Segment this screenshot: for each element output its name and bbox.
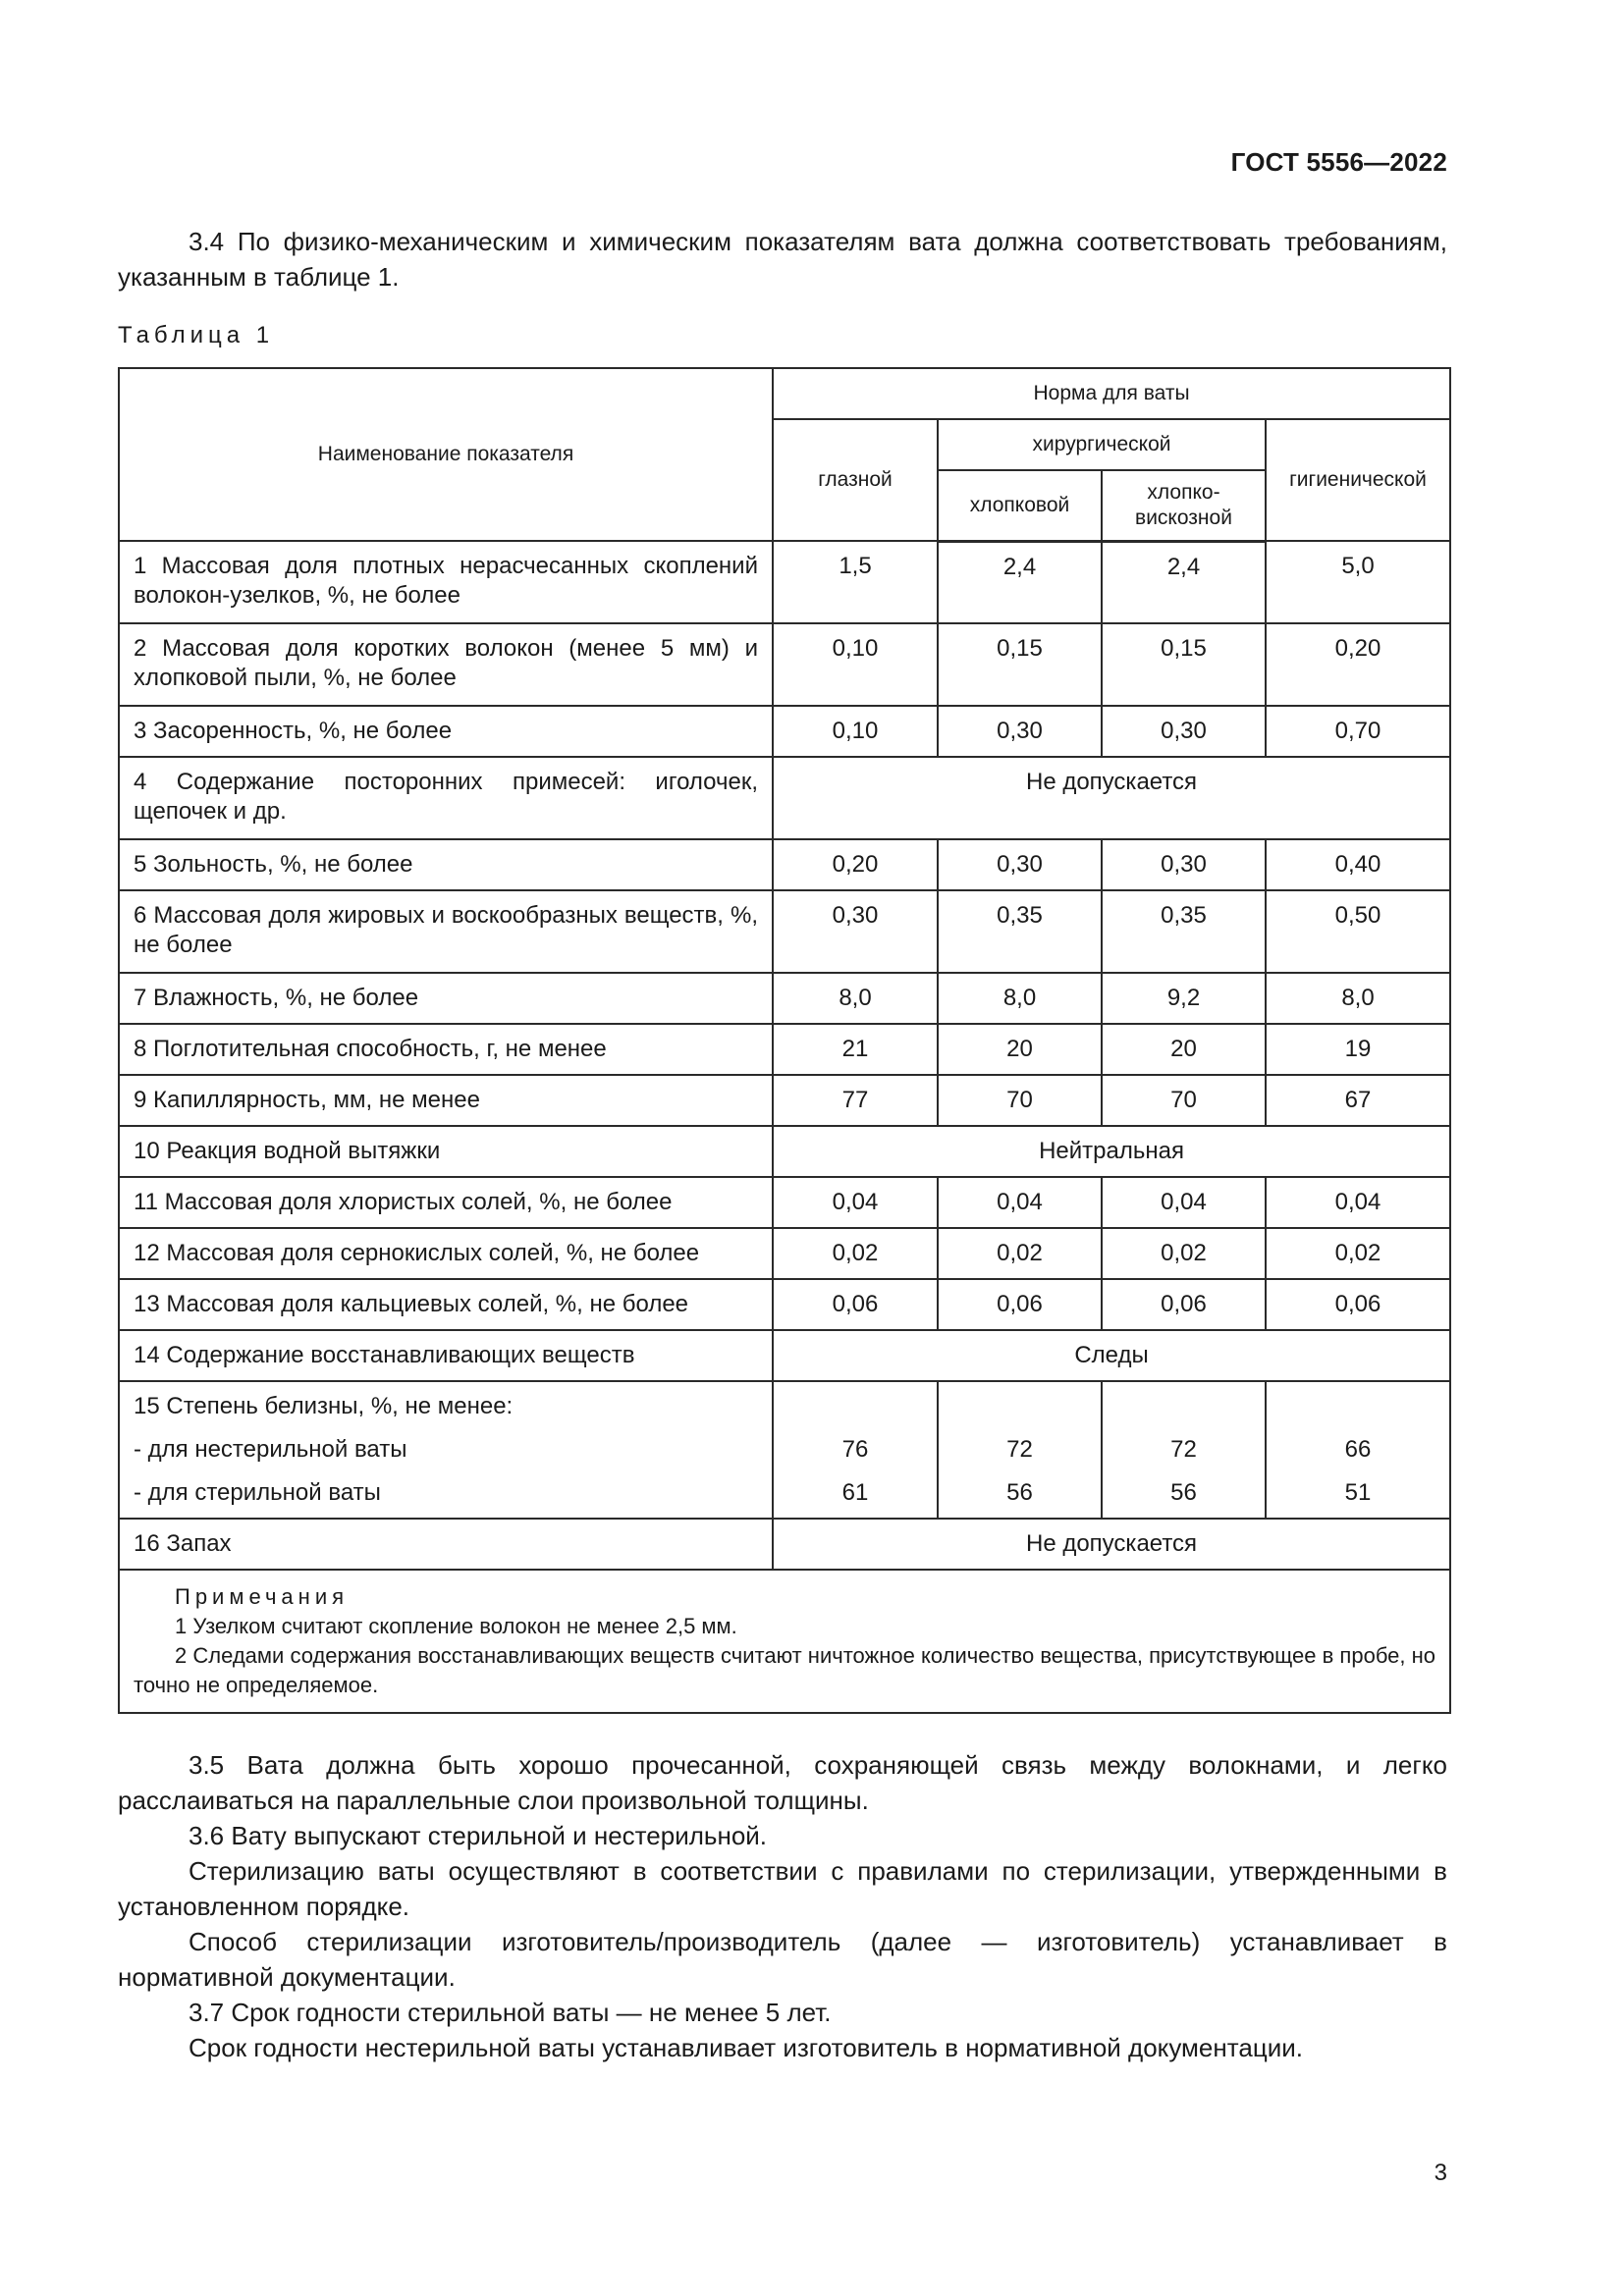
value-cell: 0,04 (1102, 1177, 1266, 1228)
indicator-cell: 11 Массовая доля хлористых солей, %, не более (119, 1177, 773, 1228)
indicator-cell: 8 Поглотительная способность, г, не менее (119, 1024, 773, 1075)
value-cell: 0,70 (1266, 706, 1450, 757)
value-subline: 61 (841, 1479, 869, 1506)
indicator-cell (119, 1381, 773, 1519)
table-row (119, 1024, 1450, 1075)
paragraph-nonsterile-shelf-life: Срок годности нестерильной ваты устанавливает изготовитель в нормативной документации. (189, 2033, 1303, 2062)
value-cell: 70 (1102, 1075, 1266, 1126)
indicator-cell: 14 Содержание восстанавливающих веществ (119, 1330, 773, 1381)
table-row (119, 1126, 1450, 1177)
indicator-cell: 4 Содержание посторонних примесей: иголочек, щепочек и др. (119, 757, 773, 839)
table-body (119, 541, 1450, 1570)
indicator-cell: 12 Массовая доля сернокислых солей, %, не более (119, 1228, 773, 1279)
table-row (119, 1177, 1450, 1228)
value-cell: 0,02 (773, 1228, 938, 1279)
value-cell: 0,04 (1266, 1177, 1450, 1228)
value-cell: 0,10 (773, 706, 938, 757)
value-cell: 0,30 (938, 839, 1102, 890)
indicator-cell: 5 Зольность, %, не более (119, 839, 773, 890)
table-row (119, 1381, 1450, 1519)
value-subline: 56 (1170, 1479, 1197, 1506)
header-indicator: Наименование показателя (119, 368, 773, 541)
indicator-cell: 6 Массовая доля жировых и воскообразных веществ, %, не более (119, 890, 773, 973)
value-cell: 0,30 (1102, 839, 1266, 890)
value-cell: 0,30 (938, 706, 1102, 757)
value-cell: 0,15 (938, 623, 1102, 706)
indicator-cell: 13 Массовая доля кальциевых солей, %, не более (119, 1279, 773, 1330)
table-notes (119, 1570, 1450, 1713)
indicator-subline: - для нестерильной ваты (134, 1436, 407, 1463)
header-cotton-viscose: хлопко- вискозной (1102, 470, 1266, 541)
value-cell: 70 (938, 1075, 1102, 1126)
table-row (119, 839, 1450, 890)
value-cell: 0,04 (773, 1177, 938, 1228)
value-cell: 20 (1102, 1024, 1266, 1075)
value-cell: 0,10 (773, 623, 938, 706)
page-number: 3 (1434, 2160, 1447, 2186)
indicator-cell: 7 Влажность, %, не более (119, 973, 773, 1024)
notes-cell (119, 1570, 1450, 1713)
value-cell: 2,4 (1102, 541, 1266, 623)
value-cell (773, 1381, 938, 1519)
merged-value-cell: Не допускается (773, 1519, 1450, 1570)
paragraph-3-6: 3.6 Вату выпускают стерильной и нестерильной. (189, 1821, 768, 1850)
table-row (119, 1330, 1450, 1381)
indicator-cell: 10 Реакция водной вытяжки (119, 1126, 773, 1177)
value-cell: 0,35 (938, 890, 1102, 973)
value-cell: 8,0 (773, 973, 938, 1024)
header-eye: глазной (773, 419, 938, 541)
table-header (119, 368, 1450, 541)
value-cell: 0,50 (1266, 890, 1450, 973)
header-hygienic: гигиенической (1266, 419, 1450, 541)
value-subline: 56 (1006, 1479, 1033, 1506)
value-cell: 21 (773, 1024, 938, 1075)
value-cell: 9,2 (1102, 973, 1266, 1024)
paragraph-sterilization: Стерилизацию ваты осуществляют в соответствии с правилами по стерилизации, утвержденными в установленном порядке. (118, 1856, 1447, 1921)
value-cell (1266, 1381, 1450, 1519)
value-cell: 0,20 (773, 839, 938, 890)
paragraph-sterilization-method: Способ стерилизации изготовитель/производитель (далее — изготовитель) устанавливает в нормативной документации. (118, 1927, 1447, 1992)
table-row (119, 757, 1450, 839)
value-cell: 0,06 (1102, 1279, 1266, 1330)
value-subline: 66 (1344, 1436, 1372, 1463)
merged-value-cell: Нейтральная (773, 1126, 1450, 1177)
value-cell: 0,02 (1266, 1228, 1450, 1279)
indicator-name: 15 Степень белизны, %, не менее: (134, 1393, 514, 1419)
note-2: 2 Следами содержания восстанавливающих веществ считают ничтожное количество вещества, присутствующее в пробе, но точно не определяемое. (134, 1643, 1436, 1697)
value-cell: 67 (1266, 1075, 1450, 1126)
value-cell: 8,0 (938, 973, 1102, 1024)
value-cell: 0,06 (1266, 1279, 1450, 1330)
value-cell: 0,40 (1266, 839, 1450, 890)
table-row (119, 973, 1450, 1024)
table-row (119, 890, 1450, 973)
table-row (119, 623, 1450, 706)
indicator-subline: - для стерильной ваты (134, 1479, 381, 1506)
header-cotton: хлопковой (938, 470, 1102, 541)
paragraph-3-7: 3.7 Срок годности стерильной ваты — не менее 5 лет. (189, 1998, 832, 2027)
header-norm: Норма для ваты (773, 368, 1450, 419)
table-row (119, 541, 1450, 623)
merged-value-cell: Следы (773, 1330, 1450, 1381)
note-1: 1 Узелком считают скопление волокон не менее 2,5 мм. (175, 1614, 737, 1638)
document-code: ГОСТ 5556—2022 (1230, 147, 1447, 177)
table-row (119, 706, 1450, 757)
table-row (119, 1228, 1450, 1279)
value-subline: 72 (1170, 1436, 1197, 1463)
notes-title: Примечания (175, 1584, 350, 1609)
value-cell: 0,30 (773, 890, 938, 973)
value-cell: 8,0 (1266, 973, 1450, 1024)
value-cell: 0,06 (773, 1279, 938, 1330)
value-cell: 0,35 (1102, 890, 1266, 973)
merged-value-cell: Не допускается (773, 757, 1450, 839)
value-cell: 19 (1266, 1024, 1450, 1075)
value-cell: 0,15 (1102, 623, 1266, 706)
value-cell: 0,02 (938, 1228, 1102, 1279)
value-subline: 76 (841, 1436, 869, 1463)
value-cell: 1,5 (773, 541, 938, 623)
table-caption: Таблица 1 (118, 322, 275, 348)
header-surgical: хирургической (938, 419, 1266, 470)
value-cell: 20 (938, 1024, 1102, 1075)
specification-table (118, 367, 1451, 1714)
indicator-cell: 2 Массовая доля коротких волокон (менее 5 мм) и хлопковой пыли, %, не более (119, 623, 773, 706)
indicator-cell: 3 Засоренность, %, не более (119, 706, 773, 757)
value-cell (1102, 1381, 1266, 1519)
paragraph-3-4: 3.4 По физико-механическим и химическим показателям вата должна соответствовать требованиям, указанным в таблице 1. (118, 227, 1447, 292)
indicator-cell: 16 Запах (119, 1519, 773, 1570)
table-row (119, 1075, 1450, 1126)
indicator-cell: 1 Массовая доля плотных нерасчесанных скоплений волокон-узелков, %, не более (119, 541, 773, 623)
value-cell: 0,02 (1102, 1228, 1266, 1279)
value-subline: 51 (1344, 1479, 1372, 1506)
value-cell: 0,06 (938, 1279, 1102, 1330)
value-cell: 0,20 (1266, 623, 1450, 706)
value-cell: 77 (773, 1075, 938, 1126)
paragraph-3-5: 3.5 Вата должна быть хорошо прочесанной, сохраняющей связь между волокнами, и легко расслаиваться на параллельные слои произвольной толщины. (118, 1750, 1447, 1815)
indicator-cell: 9 Капиллярность, мм, не менее (119, 1075, 773, 1126)
value-cell: 0,04 (938, 1177, 1102, 1228)
value-cell: 5,0 (1266, 541, 1450, 623)
value-cell: 2,4 (938, 541, 1102, 623)
value-cell: 0,30 (1102, 706, 1266, 757)
table-row (119, 1279, 1450, 1330)
value-subline: 72 (1006, 1436, 1033, 1463)
table-row (119, 1519, 1450, 1570)
value-cell (938, 1381, 1102, 1519)
